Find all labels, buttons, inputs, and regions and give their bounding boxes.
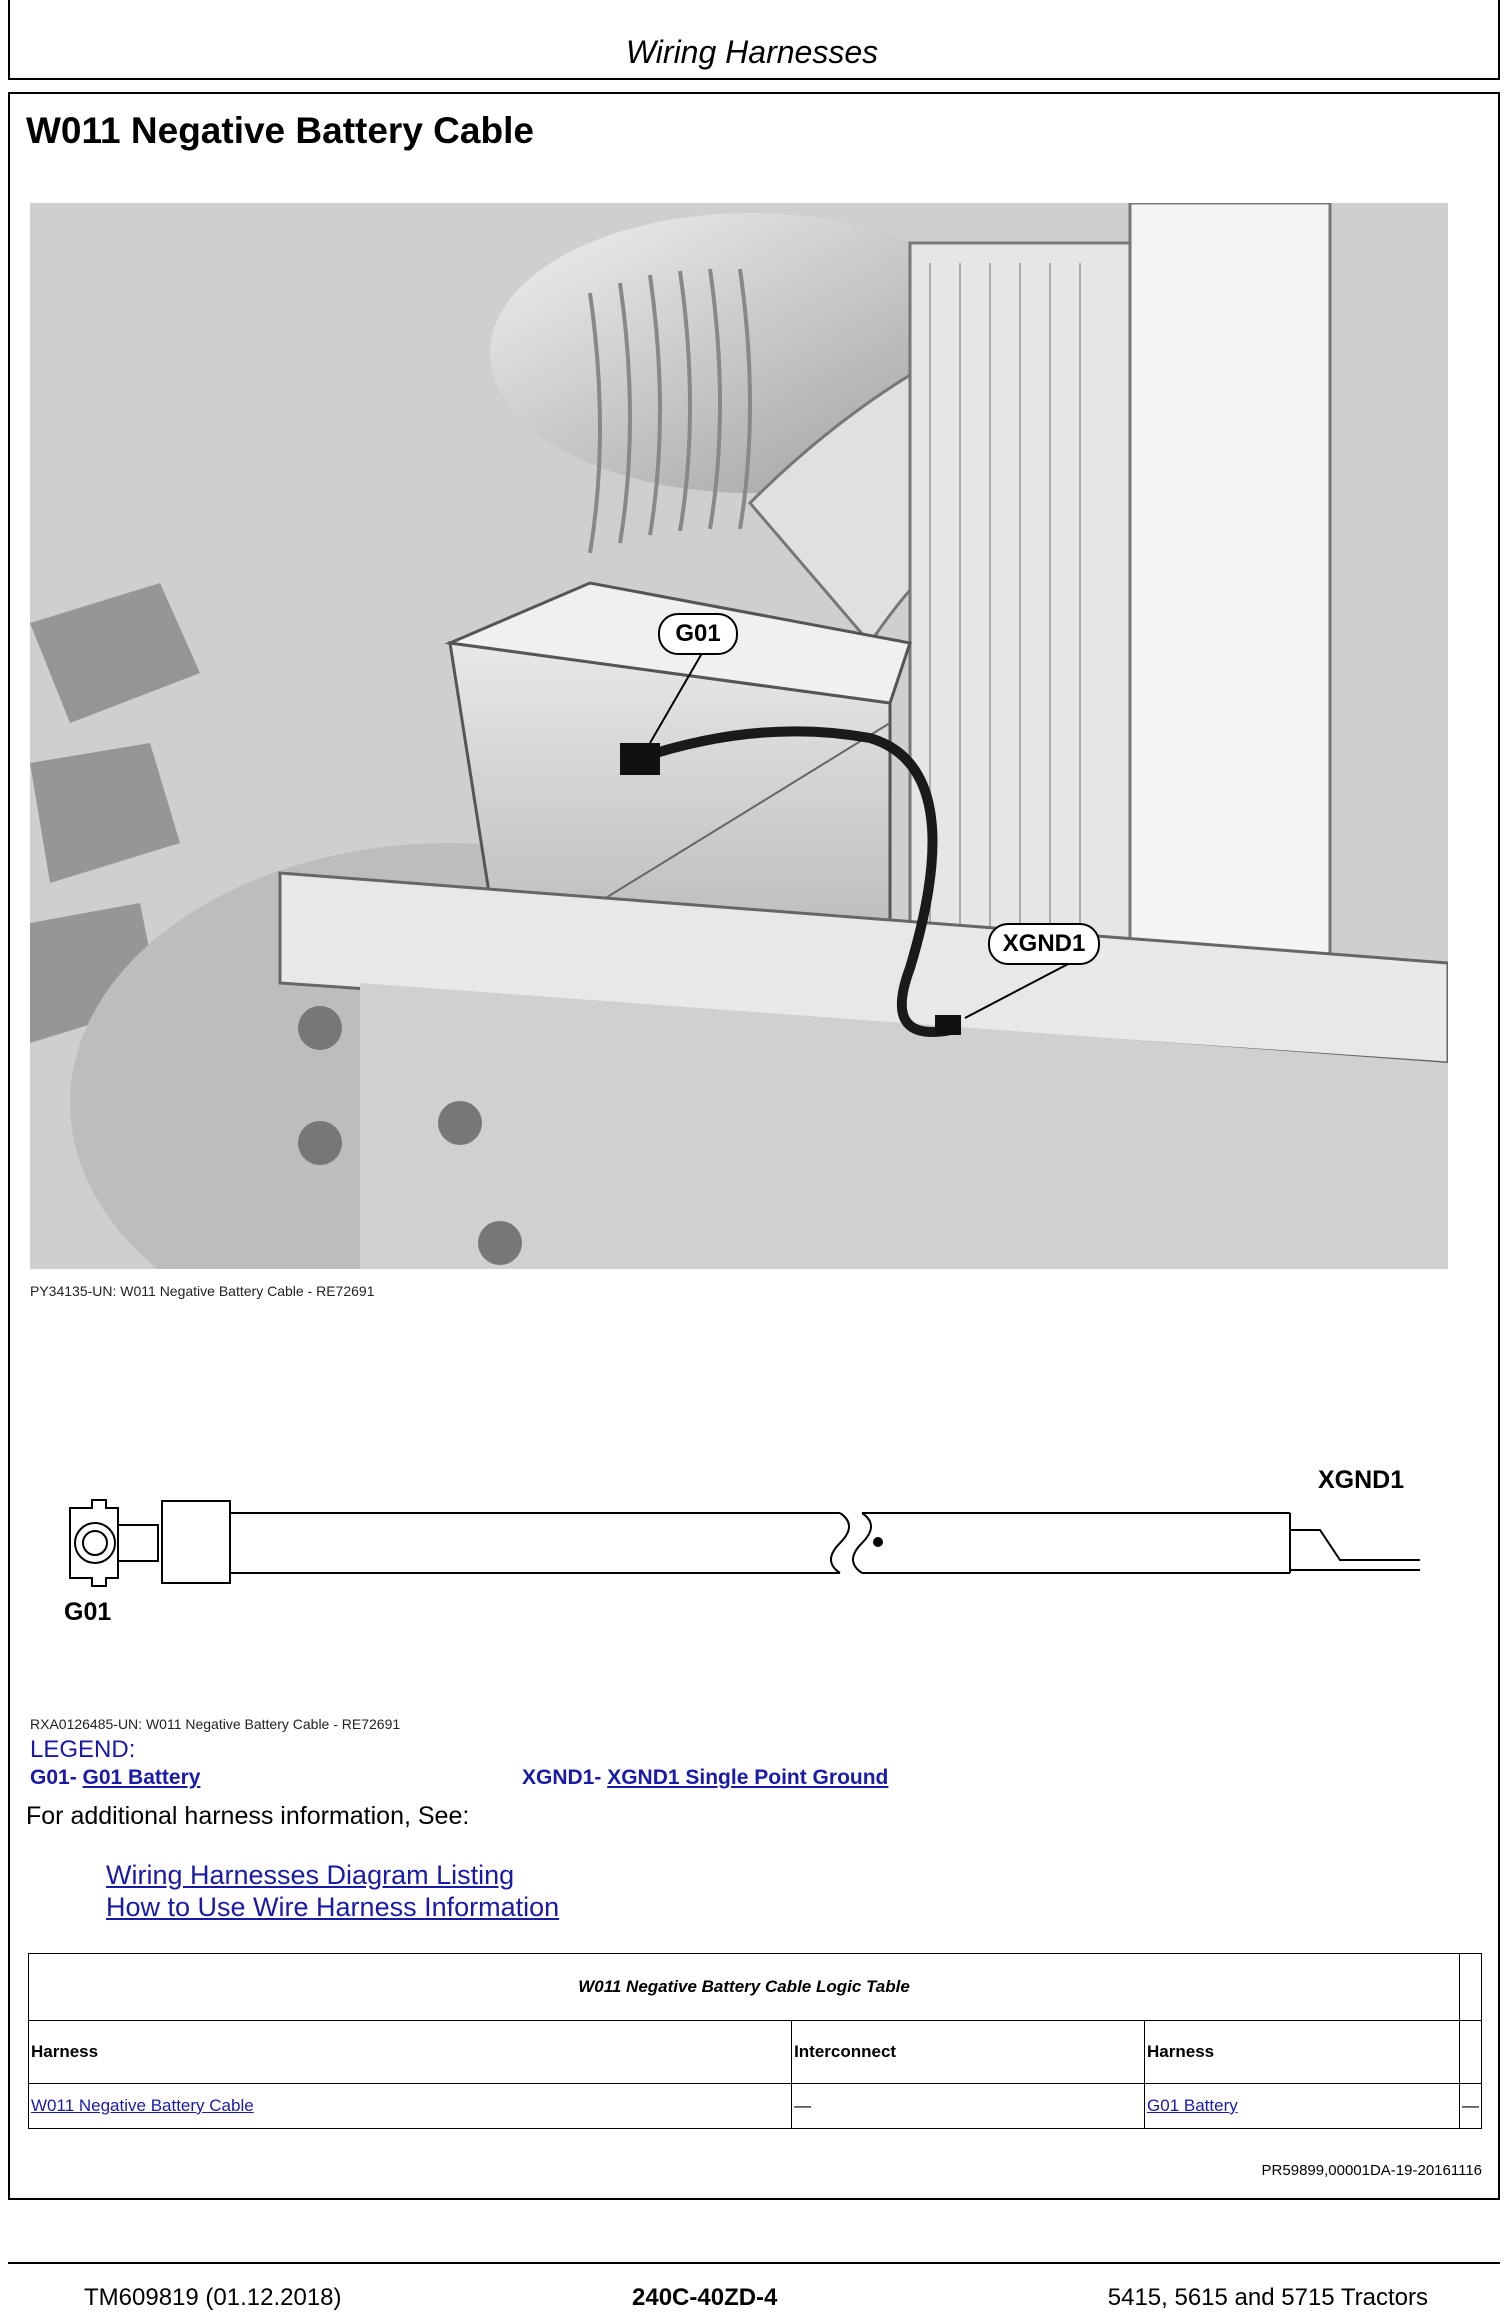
callout-xgnd1: XGND1	[988, 923, 1100, 965]
ring-terminal	[70, 1500, 158, 1586]
legend-item-xgnd1	[522, 1766, 888, 1790]
col-header-harness: Harness	[29, 2021, 792, 2084]
link-w011[interactable]: W011 Negative Battery Cable	[31, 2096, 254, 2115]
cable-diagram	[50, 1470, 1430, 1620]
cable-body	[230, 1513, 1420, 1573]
legend-item-g01	[30, 1766, 200, 1790]
legend-heading: LEGEND:	[30, 1736, 136, 1763]
table-edge-cell	[1459, 2021, 1481, 2084]
reference-id: PR59899,00001DA-19-20161116	[1261, 2162, 1482, 2179]
link-how-to-use[interactable]: How to Use Wire Harness Information	[106, 1892, 560, 1922]
cell-interconnect: —	[792, 2084, 1145, 2129]
legend-link-xgnd1[interactable]: XGND1 Single Point Ground	[607, 1766, 889, 1789]
diagram-caption: RXA0126485-UN: W011 Negative Battery Cable - RE72691	[30, 1716, 401, 1732]
cable-boot	[162, 1501, 230, 1583]
footer-doc-id: TM609819 (01.12.2018)	[84, 2284, 342, 2311]
logic-table-title: W011 Negative Battery Cable Logic Table	[29, 1954, 1460, 2021]
legend-code: G01-	[30, 1766, 77, 1789]
table-edge-cell: —	[1459, 2084, 1481, 2129]
page-title: W011 Negative Battery Cable	[26, 110, 534, 151]
logic-table	[28, 1953, 1482, 2129]
footer-page-number: 240C-40ZD-4	[632, 2284, 778, 2311]
col-header-interconnect: Interconnect	[792, 2021, 1145, 2084]
col-header-harness-2: Harness	[1145, 2021, 1460, 2084]
diagram-label-g01: G01	[64, 1598, 112, 1626]
table-edge-cell	[1459, 1954, 1481, 2021]
footer-product: 5415, 5615 and 5715 Tractors	[1107, 2284, 1428, 2311]
callout-g01: G01	[658, 613, 738, 655]
additional-info-text: For additional harness information, See:	[26, 1802, 470, 1830]
harness-photo	[30, 203, 1448, 1269]
section-title: Wiring Harnesses	[625, 34, 879, 70]
table-row	[29, 2084, 1482, 2129]
link-g01-battery[interactable]: G01 Battery	[1147, 2096, 1238, 2115]
diagram-label-xgnd1: XGND1	[1318, 1466, 1405, 1494]
photo-caption: PY34135-UN: W011 Negative Battery Cable - RE72691	[30, 1283, 375, 1299]
legend-link-g01[interactable]: G01 Battery	[82, 1766, 201, 1789]
footer-rule	[8, 2262, 1500, 2264]
link-diagram-listing[interactable]: Wiring Harnesses Diagram Listing	[106, 1860, 515, 1890]
legend-code: XGND1-	[522, 1766, 602, 1789]
